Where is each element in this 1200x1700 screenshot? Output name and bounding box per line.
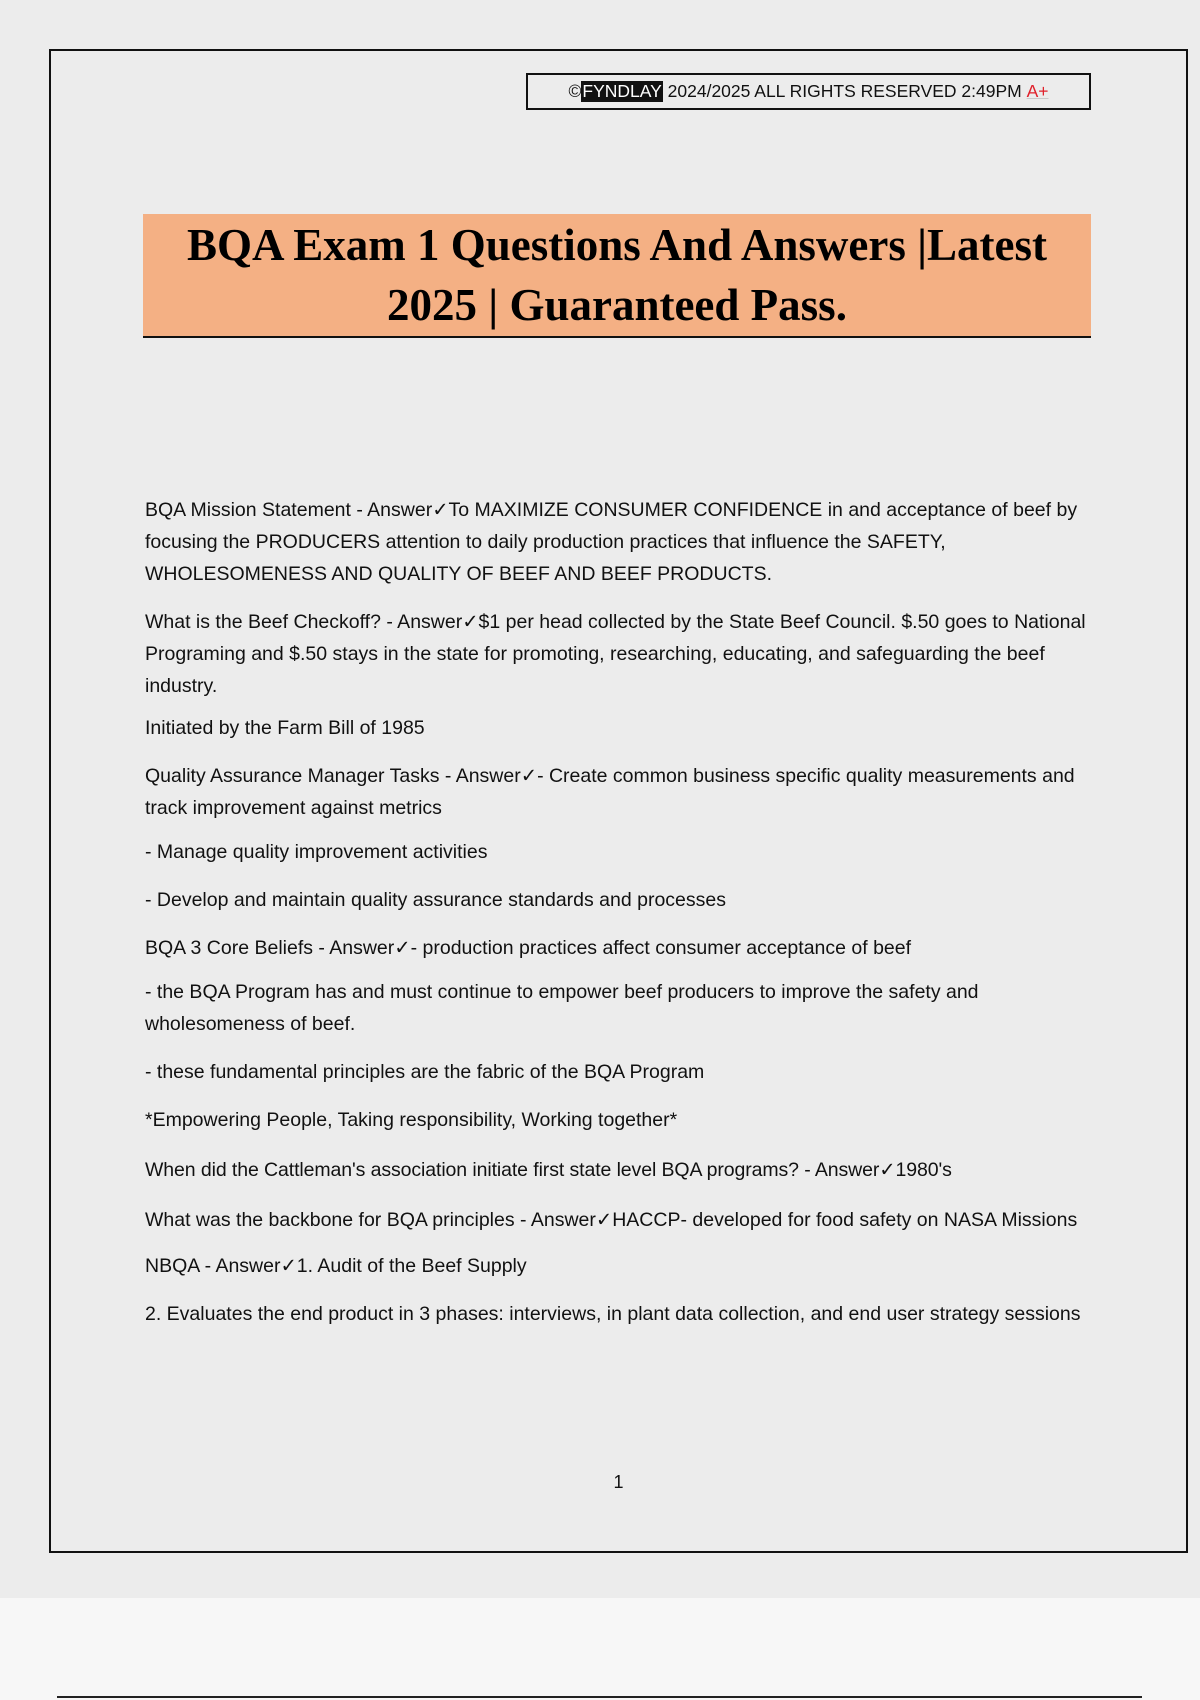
page-title (187, 215, 1047, 335)
title-line-2: 2025 | Guaranteed Pass. (387, 280, 847, 330)
divider (57, 1696, 1142, 1698)
qa-paragraph: Initiated by the Farm Bill of 1985 (145, 717, 425, 739)
qa-paragraph: What was the backbone for BQA principles - Answer✓HACCP- developed for food safety on NASA Missions (145, 1209, 1078, 1231)
qa-paragraph: NBQA - Answer✓1. Audit of the Beef Supply (145, 1255, 527, 1277)
qa-paragraph: BQA Mission Statement - Answer✓To MAXIMIZE CONSUMER CONFIDENCE in and acceptance of beef by focusing the PRODUCERS attention to daily production practices that influence the SAFETY, WHOLESOMENESS AND QUALITY OF BEEF AND BEEF PRODUCTS. (145, 499, 1078, 585)
title-banner (143, 214, 1091, 338)
grade-mark: A+ (1026, 81, 1049, 101)
brand-name: FYNDLAY (582, 81, 662, 101)
qa-paragraph: 2. Evaluates the end product in 3 phases: interviews, in plant data collection, and end user strategy sessions (145, 1303, 1081, 1325)
qa-paragraph: When did the Cattleman's association initiate first state level BQA programs? - Answer✓1980's (145, 1159, 952, 1181)
qa-paragraph: BQA 3 Core Beliefs - Answer✓- production practices affect consumer acceptance of beef (145, 937, 912, 959)
copyright-notice: 2024/2025 ALL RIGHTS RESERVED 2:49PM (662, 81, 1027, 101)
qa-content (145, 494, 1095, 1330)
copyright-header (526, 73, 1091, 110)
next-page-area (0, 1598, 1200, 1700)
qa-paragraph: Quality Assurance Manager Tasks - Answer✓- Create common business specific quality measurements and track improvement against metrics (145, 765, 1075, 819)
qa-paragraph: *Empowering People, Taking responsibility, Working together* (145, 1109, 678, 1131)
qa-paragraph: - Manage quality improvement activities (145, 841, 488, 863)
qa-paragraph: What is the Beef Checkoff? - Answer✓$1 per head collected by the State Beef Council. $.50 goes to National Programing and $.50 stays in the state for promoting, researching, educating, and safeguarding the beef industry. (145, 611, 1086, 697)
page-number: 1 (613, 1472, 624, 1492)
title-line-1: BQA Exam 1 Questions And Answers |Latest (186, 220, 1048, 270)
qa-paragraph: - Develop and maintain quality assurance standards and processes (145, 889, 727, 911)
copyright-symbol: © (568, 81, 582, 101)
qa-paragraph: - the BQA Program has and must continue to empower beef producers to improve the safety and wholesomeness of beef. (145, 981, 979, 1035)
qa-paragraph: - these fundamental principles are the fabric of the BQA Program (145, 1061, 705, 1083)
document-page (49, 49, 1188, 1553)
